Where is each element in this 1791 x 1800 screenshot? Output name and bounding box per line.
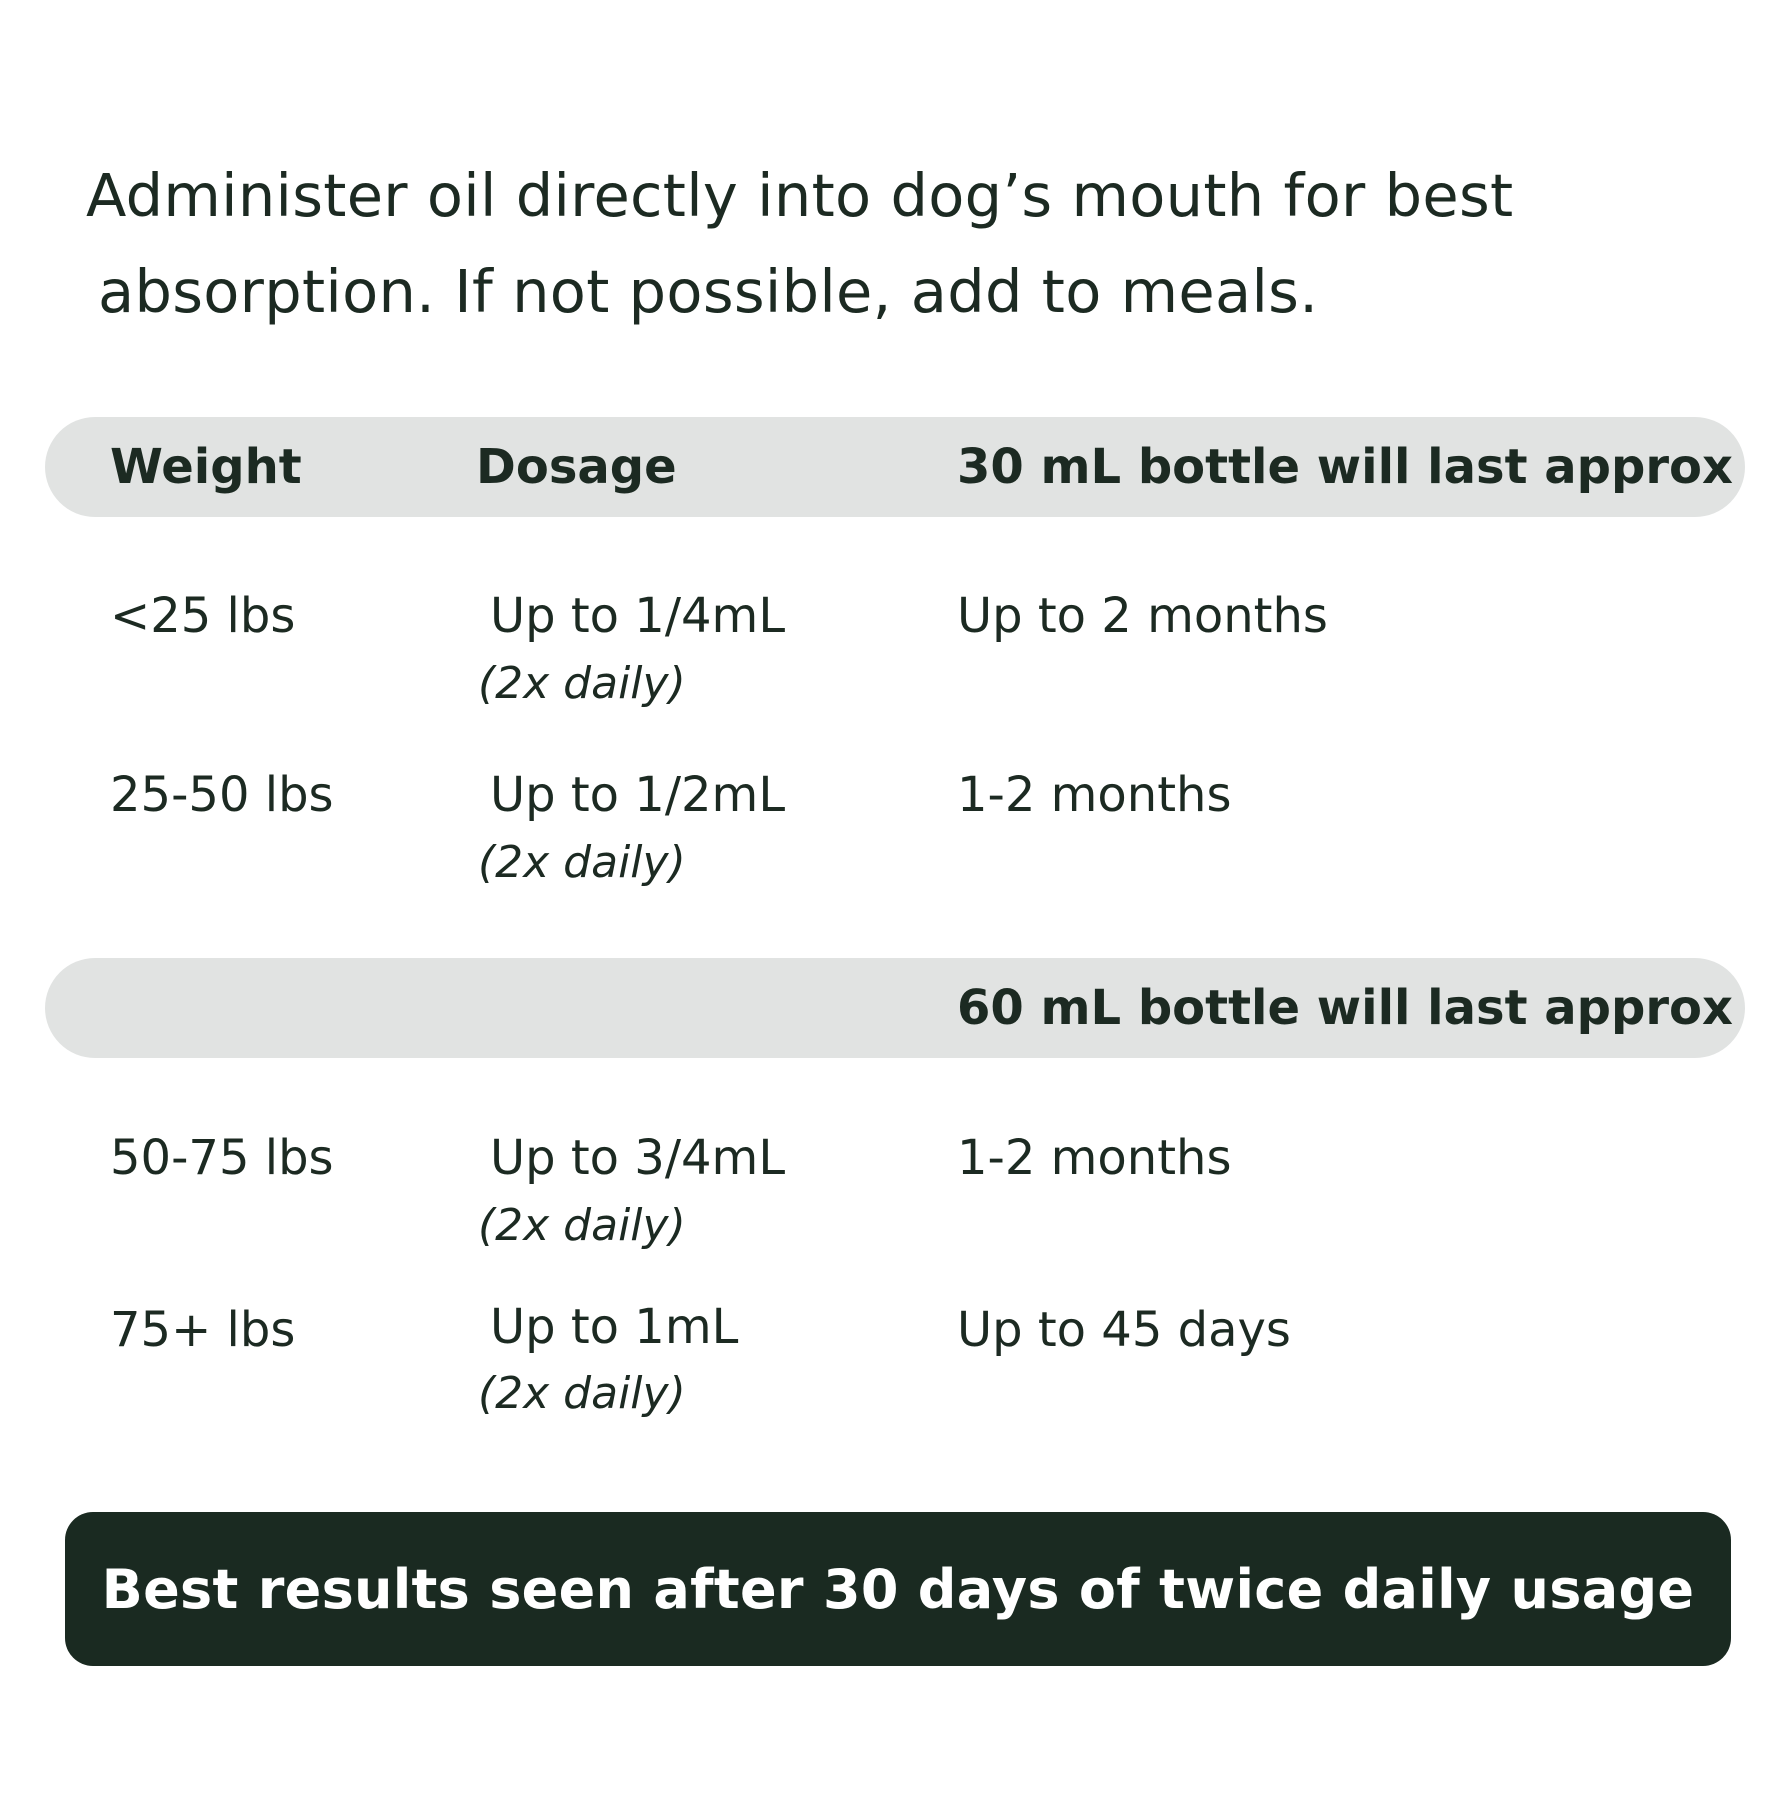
intro-line-2: absorption. If not possible, add to meals. [98,257,1319,326]
header-dosage: Dosage [476,439,677,495]
row-frequency: (2x daily) [478,1368,686,1419]
row-weight: 25-50 lbs [110,767,334,823]
results-banner [65,1512,1731,1666]
row-duration: Up to 2 months [957,588,1328,644]
header-60ml-bottle: 60 mL bottle will last approx [957,980,1733,1036]
row-dose: Up to 1/4mL [490,588,786,644]
row-dose: Up to 1/2mL [490,767,786,823]
results-banner-text: Best results seen after 30 days of twice daily usage [101,1557,1695,1621]
row-duration: 1-2 months [957,1130,1232,1186]
row-dose: Up to 1mL [490,1299,739,1355]
row-frequency: (2x daily) [478,1200,686,1251]
row-duration: 1-2 months [957,767,1232,823]
row-duration: Up to 45 days [957,1302,1291,1358]
row-frequency: (2x daily) [478,837,686,888]
header-30ml-bottle: 30 mL bottle will last approx [957,439,1733,495]
row-weight: <25 lbs [110,588,296,644]
intro-text [86,148,1726,340]
row-dose: Up to 3/4mL [490,1130,786,1186]
intro-line-1: Administer oil directly into dog’s mouth for best [86,161,1514,230]
row-weight: 75+ lbs [110,1302,296,1358]
row-weight: 50-75 lbs [110,1130,334,1186]
row-frequency: (2x daily) [478,658,686,709]
header-weight: Weight [110,439,302,495]
